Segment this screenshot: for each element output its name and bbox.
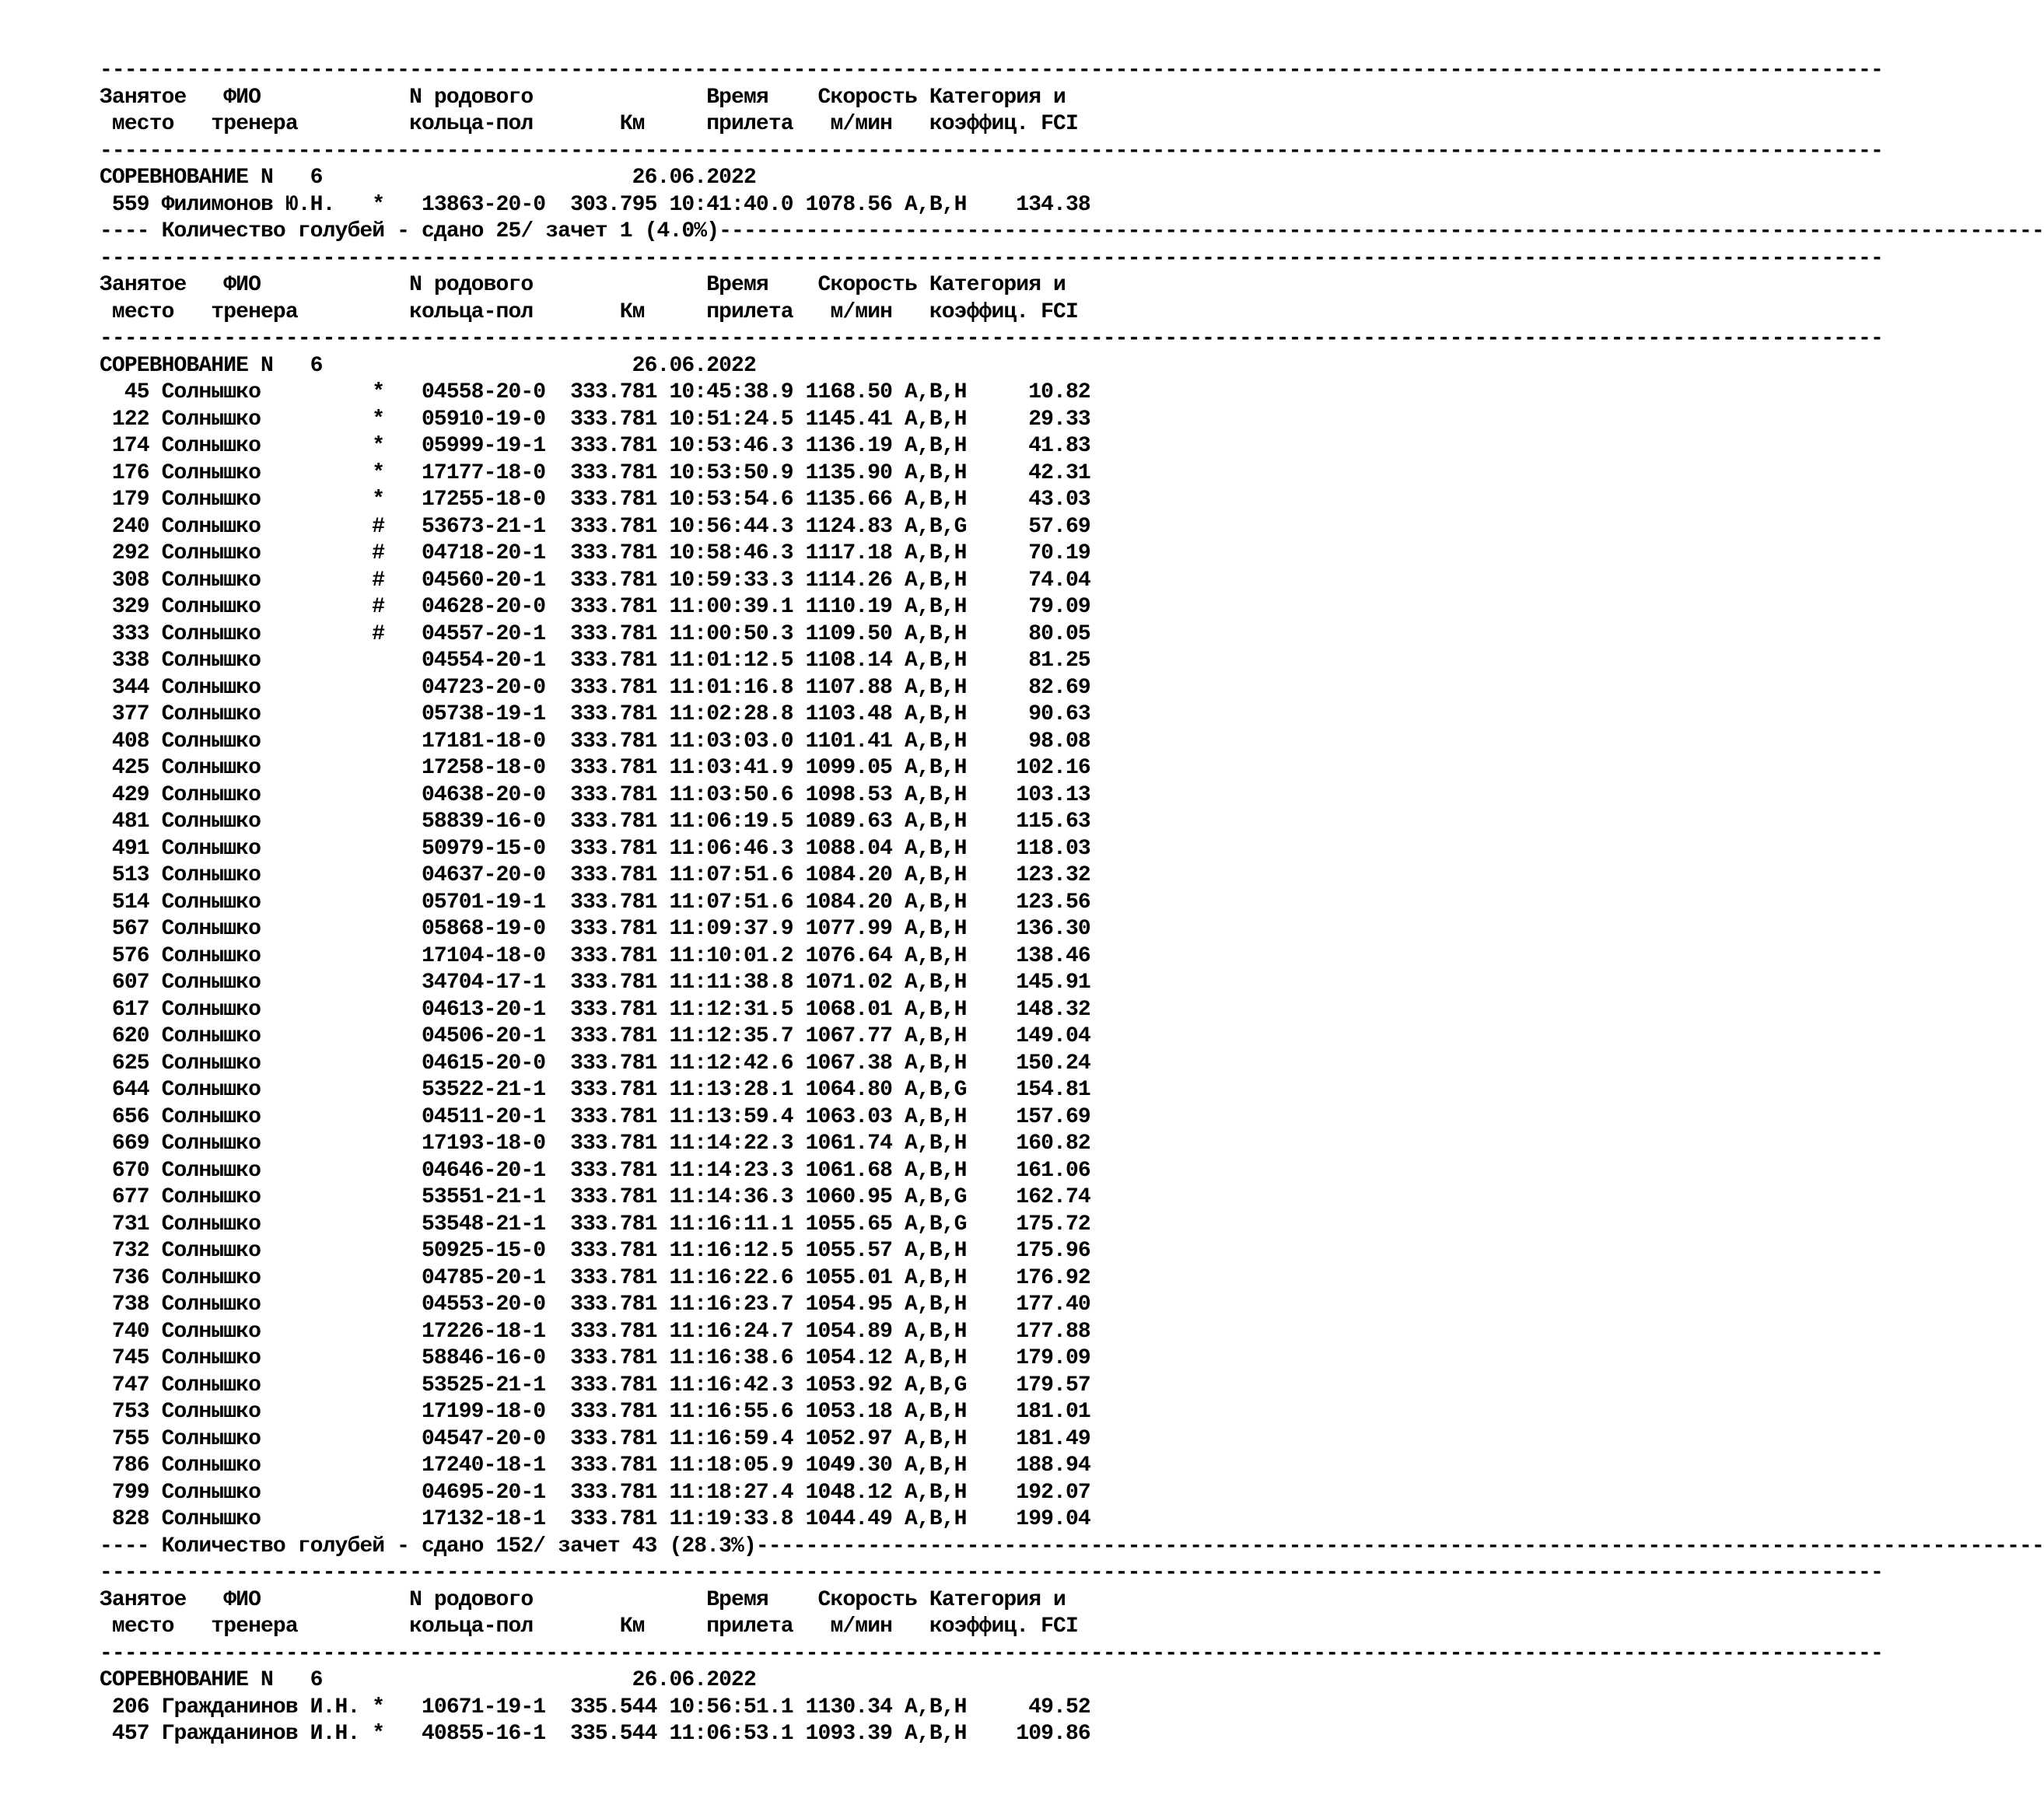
results-document bbox=[100, 58, 2044, 1748]
result-row: 457 Гражданинов И.Н. * 40855-16-1 335.544 11:06:53.1 1093.39 A,B,H 109.86 bbox=[100, 1722, 1090, 1746]
result-row: 644 Солнышко 53522-21-1 333.781 11:13:28.1 1064.80 A,B,G 154.81 bbox=[100, 1078, 1090, 1102]
result-row: 617 Солнышко 04613-20-1 333.781 11:12:31.5 1068.01 A,B,H 148.32 bbox=[100, 997, 1090, 1022]
result-row: 576 Солнышко 17104-18-0 333.781 11:10:01.2 1076.64 A,B,H 138.46 bbox=[100, 943, 1090, 968]
result-row: 308 Солнышко # 04560-20-1 333.781 10:59:33.3 1114.26 A,B,H 74.04 bbox=[100, 568, 1090, 593]
result-row: 740 Солнышко 17226-18-1 333.781 11:16:24.7 1054.89 A,B,H 177.88 bbox=[100, 1319, 1090, 1344]
result-row: 122 Солнышко * 05910-19-0 333.781 10:51:24.5 1145.41 A,B,H 29.33 bbox=[100, 407, 1090, 432]
competition-title: СОРЕВНОВАНИЕ N 6 26.06.2022 bbox=[100, 1668, 756, 1692]
result-row: 745 Солнышко 58846-16-0 333.781 11:16:38.6 1054.12 A,B,H 179.09 bbox=[100, 1346, 1090, 1370]
result-row: 677 Солнышко 53551-21-1 333.781 11:14:36.3 1060.95 A,B,G 162.74 bbox=[100, 1185, 1090, 1209]
result-row: 45 Солнышко * 04558-20-0 333.781 10:45:38.9 1168.50 A,B,H 10.82 bbox=[100, 380, 1090, 404]
column-header-line-1: Занятое ФИО N родового Время Скорость Категория и bbox=[100, 1587, 1066, 1612]
result-row: 338 Солнышко 04554-20-1 333.781 11:01:12.5 1108.14 A,B,H 81.25 bbox=[100, 649, 1090, 673]
result-row: 747 Солнышко 53525-21-1 333.781 11:16:42.3 1053.92 A,B,G 179.57 bbox=[100, 1373, 1090, 1397]
competition-title: СОРЕВНОВАНИЕ N 6 26.06.2022 bbox=[100, 166, 756, 190]
result-row: 292 Солнышко # 04718-20-1 333.781 10:58:46.3 1117.18 A,B,H 70.19 bbox=[100, 541, 1090, 565]
result-row: 344 Солнышко 04723-20-0 333.781 11:01:16.8 1107.88 A,B,H 82.69 bbox=[100, 675, 1090, 700]
result-row: 669 Солнышко 17193-18-0 333.781 11:14:22.3 1061.74 A,B,H 160.82 bbox=[100, 1132, 1090, 1156]
top-separator: ------------------------------------------------------------------------------------------------------------------------------------------------ bbox=[100, 58, 1883, 82]
result-row: 559 Филимонов Ю.Н. * 13863-20-0 303.795 10:41:40.0 1078.56 A,B,H 134.38 bbox=[100, 192, 1090, 217]
header-separator: ------------------------------------------------------------------------------------------------------------------------------------------------ bbox=[100, 327, 1883, 351]
result-row: 425 Солнышко 17258-18-0 333.781 11:03:41.9 1099.05 A,B,H 102.16 bbox=[100, 756, 1090, 780]
result-row: 670 Солнышко 04646-20-1 333.781 11:14:23.3 1061.68 A,B,H 161.06 bbox=[100, 1158, 1090, 1183]
column-header-line-2: место тренера кольца-пол Км прилета м/мин коэффиц. FCI bbox=[100, 112, 1078, 136]
section-summary: ---- Количество голубей - сдано 152/ зачет 43 (28.3%)-------------------------------------------------------------------------------------------------------- bbox=[100, 1534, 2044, 1558]
column-header-line-2: место тренера кольца-пол Км прилета м/мин коэффиц. FCI bbox=[100, 1614, 1078, 1639]
result-row: 329 Солнышко # 04628-20-0 333.781 11:00:39.1 1110.19 A,B,H 79.09 bbox=[100, 595, 1090, 619]
result-row: 333 Солнышко # 04557-20-1 333.781 11:00:50.3 1109.50 A,B,H 80.05 bbox=[100, 621, 1090, 646]
result-row: 174 Солнышко * 05999-19-1 333.781 10:53:46.3 1136.19 A,B,H 41.83 bbox=[100, 434, 1090, 458]
result-row: 240 Солнышко # 53673-21-1 333.781 10:56:44.3 1124.83 A,B,G 57.69 bbox=[100, 514, 1090, 539]
result-row: 513 Солнышко 04637-20-0 333.781 11:07:51.6 1084.20 A,B,H 123.32 bbox=[100, 863, 1090, 887]
result-row: 491 Солнышко 50979-15-0 333.781 11:06:46.3 1088.04 A,B,H 118.03 bbox=[100, 836, 1090, 861]
competition-title: СОРЕВНОВАНИЕ N 6 26.06.2022 bbox=[100, 353, 756, 378]
result-row: 753 Солнышко 17199-18-0 333.781 11:16:55.6 1053.18 A,B,H 181.01 bbox=[100, 1400, 1090, 1424]
result-row: 377 Солнышко 05738-19-1 333.781 11:02:28.8 1103.48 A,B,H 90.63 bbox=[100, 702, 1090, 726]
column-header-line-1: Занятое ФИО N родового Время Скорость Категория и bbox=[100, 85, 1066, 110]
section-summary: ---- Количество голубей - сдано 25/ зачет 1 (4.0%)----------------------------------------------------------------------------------------------------------- bbox=[100, 219, 2044, 243]
header-separator: ------------------------------------------------------------------------------------------------------------------------------------------------ bbox=[100, 1641, 1883, 1666]
result-row: 206 Гражданинов И.Н. * 10671-19-1 335.544 10:56:51.1 1130.34 A,B,H 49.52 bbox=[100, 1695, 1090, 1719]
result-row: 656 Солнышко 04511-20-1 333.781 11:13:59.4 1063.03 A,B,H 157.69 bbox=[100, 1104, 1090, 1129]
column-header-line-1: Занятое ФИО N родового Время Скорость Категория и bbox=[100, 273, 1066, 297]
section-top-separator: ------------------------------------------------------------------------------------------------------------------------------------------------ bbox=[100, 246, 1883, 271]
section-top-separator: ------------------------------------------------------------------------------------------------------------------------------------------------ bbox=[100, 1561, 1883, 1585]
result-row: 429 Солнышко 04638-20-0 333.781 11:03:50.6 1098.53 A,B,H 103.13 bbox=[100, 782, 1090, 807]
header-separator: ------------------------------------------------------------------------------------------------------------------------------------------------ bbox=[100, 138, 1883, 163]
result-row: 567 Солнышко 05868-19-0 333.781 11:09:37.9 1077.99 A,B,H 136.30 bbox=[100, 917, 1090, 941]
result-row: 179 Солнышко * 17255-18-0 333.781 10:53:54.6 1135.66 A,B,H 43.03 bbox=[100, 488, 1090, 512]
result-row: 514 Солнышко 05701-19-1 333.781 11:07:51.6 1084.20 A,B,H 123.56 bbox=[100, 890, 1090, 915]
result-row: 620 Солнышко 04506-20-1 333.781 11:12:35.7 1067.77 A,B,H 149.04 bbox=[100, 1024, 1090, 1048]
result-row: 731 Солнышко 53548-21-1 333.781 11:16:11.1 1055.65 A,B,G 175.72 bbox=[100, 1212, 1090, 1237]
result-row: 736 Солнышко 04785-20-1 333.781 11:16:22.6 1055.01 A,B,H 176.92 bbox=[100, 1265, 1090, 1290]
column-header-line-2: место тренера кольца-пол Км прилета м/мин коэффиц. FCI bbox=[100, 299, 1078, 324]
result-row: 799 Солнышко 04695-20-1 333.781 11:18:27.4 1048.12 A,B,H 192.07 bbox=[100, 1480, 1090, 1505]
result-row: 755 Солнышко 04547-20-0 333.781 11:16:59.4 1052.97 A,B,H 181.49 bbox=[100, 1426, 1090, 1451]
result-row: 176 Солнышко * 17177-18-0 333.781 10:53:50.9 1135.90 A,B,H 42.31 bbox=[100, 460, 1090, 485]
result-row: 738 Солнышко 04553-20-0 333.781 11:16:23.7 1054.95 A,B,H 177.40 bbox=[100, 1293, 1090, 1317]
result-row: 408 Солнышко 17181-18-0 333.781 11:03:03.0 1101.41 A,B,H 98.08 bbox=[100, 729, 1090, 754]
result-row: 732 Солнышко 50925-15-0 333.781 11:16:12.5 1055.57 A,B,H 175.96 bbox=[100, 1239, 1090, 1263]
result-row: 607 Солнышко 34704-17-1 333.781 11:11:38.8 1071.02 A,B,H 145.91 bbox=[100, 971, 1090, 995]
result-row: 481 Солнышко 58839-16-0 333.781 11:06:19.5 1089.63 A,B,H 115.63 bbox=[100, 810, 1090, 834]
result-row: 828 Солнышко 17132-18-1 333.781 11:19:33.8 1044.49 A,B,H 199.04 bbox=[100, 1507, 1090, 1531]
result-row: 625 Солнышко 04615-20-0 333.781 11:12:42.6 1067.38 A,B,H 150.24 bbox=[100, 1051, 1090, 1076]
result-row: 786 Солнышко 17240-18-1 333.781 11:18:05.9 1049.30 A,B,H 188.94 bbox=[100, 1453, 1090, 1478]
